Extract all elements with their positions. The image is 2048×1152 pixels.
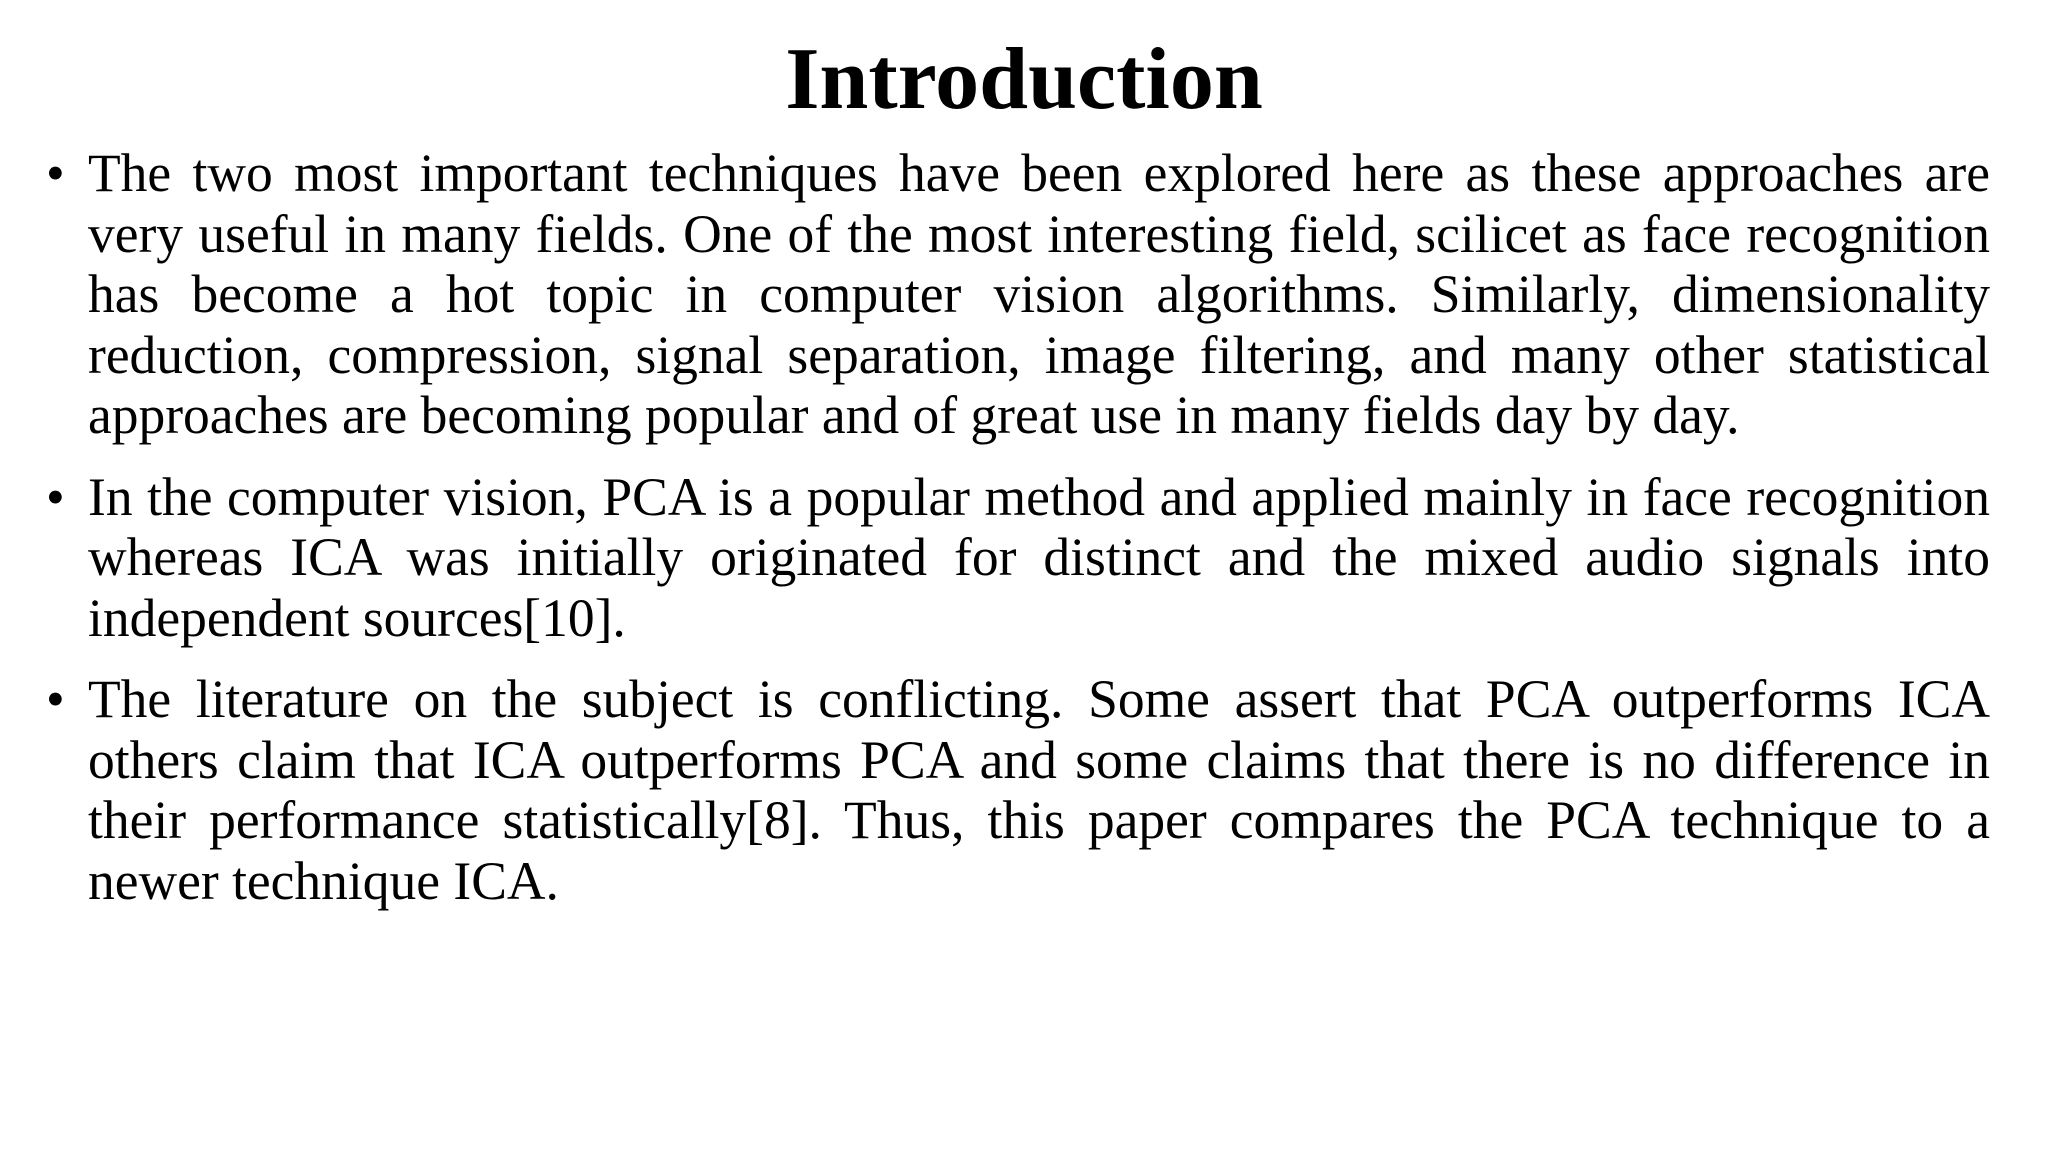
bullet-item [46, 669, 1990, 911]
bullet-item [46, 143, 1990, 446]
bullet-icon: • [46, 143, 65, 203]
bullet-text: The literature on the subject is conflicting. Some assert that PCA outperforms ICA others claim that ICA outperforms PCA and some claims that there is no difference in their performance statistically[8]. Thus, this paper compares the PCA technique to a newer technique ICA. [88, 669, 1990, 911]
bullet-list [46, 143, 1990, 932]
bullet-text: The two most important techniques have been explored here as these approaches are very useful in many fields. One of the most interesting field, scilicet as face recognition has become a hot topic in computer vision algorithms. Similarly, dimensionality reduction, compression, signal separation, image filtering, and many other statistical approaches are becoming popular and of great use in many fields day by day. [88, 143, 1990, 445]
bullet-icon: • [46, 466, 65, 527]
bullet-item [46, 467, 1990, 649]
slide-title: Introduction [785, 31, 1263, 128]
bullet-text: In the computer vision, PCA is a popular method and applied mainly in face recognition whereas ICA was initially originated for distinct and the mixed audio signals into independent sources[10]. [88, 466, 1990, 648]
bullet-icon: • [46, 669, 65, 729]
